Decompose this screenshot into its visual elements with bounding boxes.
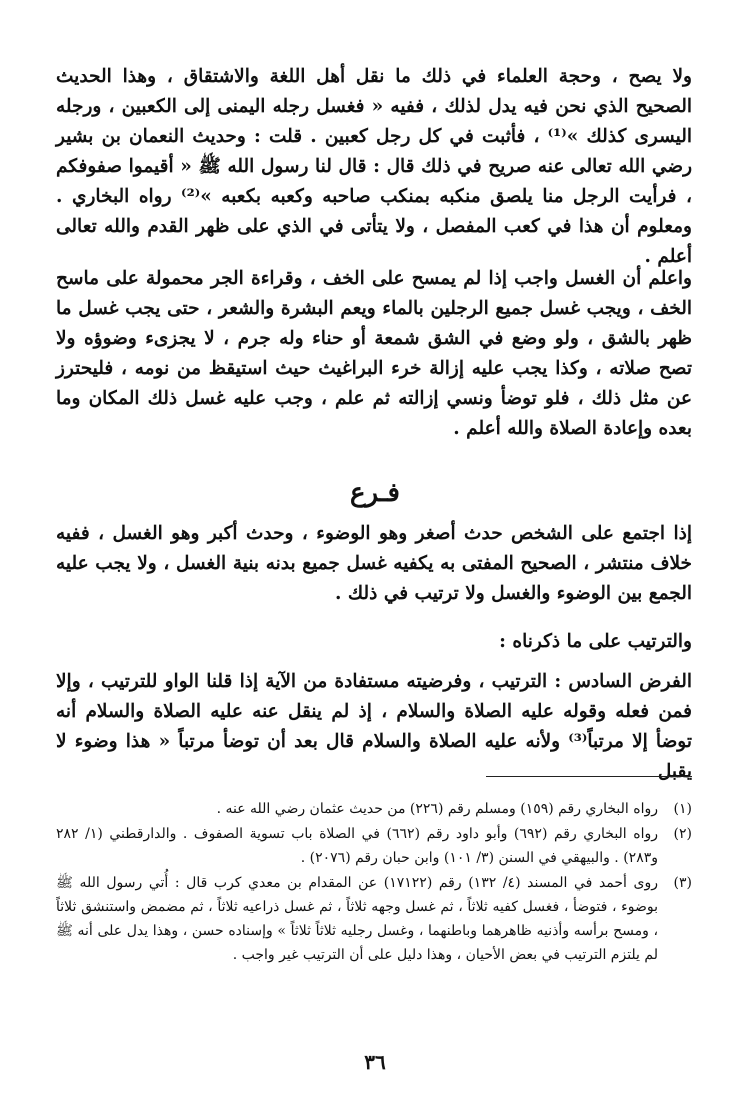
- paragraph-text: الفرض السادس : الترتيب ، وفرضيته مستفادة من الآية إذا قلنا الواو للترتيب ، وإلا فمن فعله وقوله عليه الصلاة والسلام ، إذ لم ينقل عنه عليه الصلاة والسلام أنه توضأ إلا مرتباً⁽³⁾ ولأنه عليه الصلاة والسلام قال بعد أن توضأ مرتباً « هذا وضوء لا يقبل: [56, 671, 692, 782]
- main-paragraph-3: [56, 519, 692, 609]
- footnote-text: رواه البخاري رقم (١٥٩) ومسلم رقم (٢٢٦) من حديث عثمان رضي الله عنه .: [216, 801, 658, 817]
- footnote-text: روى أحمد في المسند (٤/ ١٣٢) رقم (١٧١٢٢) عن المقدام بن معدي كرب قال : أُتي رسول الله ﷺ بوضوء ، فتوضأ ، فغسل كفيه ثلاثاً ، ثم غسل وجهه ثلاثاً ، ثم غسل ذراعيه ثلاثاً ، ثم مضمض واستنشق ثلاثاً ، ومسح برأسه وأذنيه ظاهرهما وباطنهما ، وغسل رجليه ثلاثاً ثلاثاً » وإسناده حسن ، وهذا يدل على أنه ﷺ لم يلتزم الترتيب في بعض الأحيان ، وهذا دليل على أن الترتيب غير واجب .: [56, 875, 659, 963]
- main-paragraph-1: [56, 62, 692, 272]
- main-paragraph-5: [56, 667, 692, 787]
- footnote-number: (٣): [673, 875, 692, 891]
- main-paragraph-4: [56, 627, 692, 657]
- paragraph-text: واعلم أن الغسل واجب إذا لم يمسح على الخف ، وقراءة الجر محمولة على ماسح الخف ، ويجب غسل جميع الرجلين بالماء ويعم البشرة والشعر ، حتى يجب غسل ما ظهر بالشق ، ولو وضع في الشق شمعة أو حناء وله جرم ، لا يجزىء وضوؤه ولا تصح صلاته ، وكذا يجب عليه إزالة خرء البراغيث حيث استيقظ من نومه ، فليحترز عن مثل ذلك ، فلو توضأ ونسي إزالته ثم علم ، وجب عليه غسل ذلك المكان وما بعده وإعادة الصلاة والله أعلم .: [56, 268, 692, 439]
- paragraph-text: والترتيب على ما ذكرناه :: [499, 631, 692, 652]
- paragraph-text: ولا يصح ، وحجة العلماء في ذلك ما نقل أهل اللغة والاشتقاق ، وهذا الحديث الصحيح الذي نحن فيه يدل لذلك ، ففيه « فغسل رجله اليمنى إلى الكعبين ، ورجله اليسرى كذلك »⁽¹⁾ ، فأثبت في كل رجل كعبين . قلت : وحديث النعمان بن بشير رضي الله تعالى عنه صريح في ذلك قال : قال لنا رسول الله ﷺ « أقيموا صفوفكم ، فرأيت الرجل منا يلصق منكبه بمنكب صاحبه وكعبه بكعبه »⁽²⁾ رواه البخاري . ومعلوم أن هذا في كعب المفصل ، ولا يتأتى في الذي على ظهر القدم والله تعالى أعلم .: [56, 66, 693, 267]
- footnote-number: (٢): [673, 826, 692, 842]
- section-heading: فـرع: [350, 478, 400, 508]
- footnote-3: [56, 871, 692, 967]
- footnote-text: رواه البخاري رقم (٦٩٢) وأبو داود رقم (٦٦٢) في الصلاة باب تسوية الصفوف . والدارقطني (١/ ٢٨٢ و٢٨٣) . والبيهقي في السنن (٣/ ١٠١) وابن حبان رقم (٢٠٧٦) .: [56, 826, 658, 866]
- main-paragraph-2: [56, 264, 692, 444]
- footnote-number: (١): [673, 801, 692, 817]
- footnote-divider: [486, 776, 692, 777]
- paragraph-text: إذا اجتمع على الشخص حدث أصغر وهو الوضوء ، وحدث أكبر وهو الغسل ، ففيه خلاف منتشر ، الصحيح المفتى به يكفيه غسل جميع بدنه بنية الغسل ، ولا يجب عليه الجمع بين الوضوء والغسل ولا ترتيب في ذلك .: [56, 523, 692, 604]
- footnotes-section: [56, 797, 692, 968]
- footnote-2: [56, 822, 692, 870]
- page-number: ٣٦: [364, 1050, 386, 1074]
- footnote-1: [56, 797, 692, 821]
